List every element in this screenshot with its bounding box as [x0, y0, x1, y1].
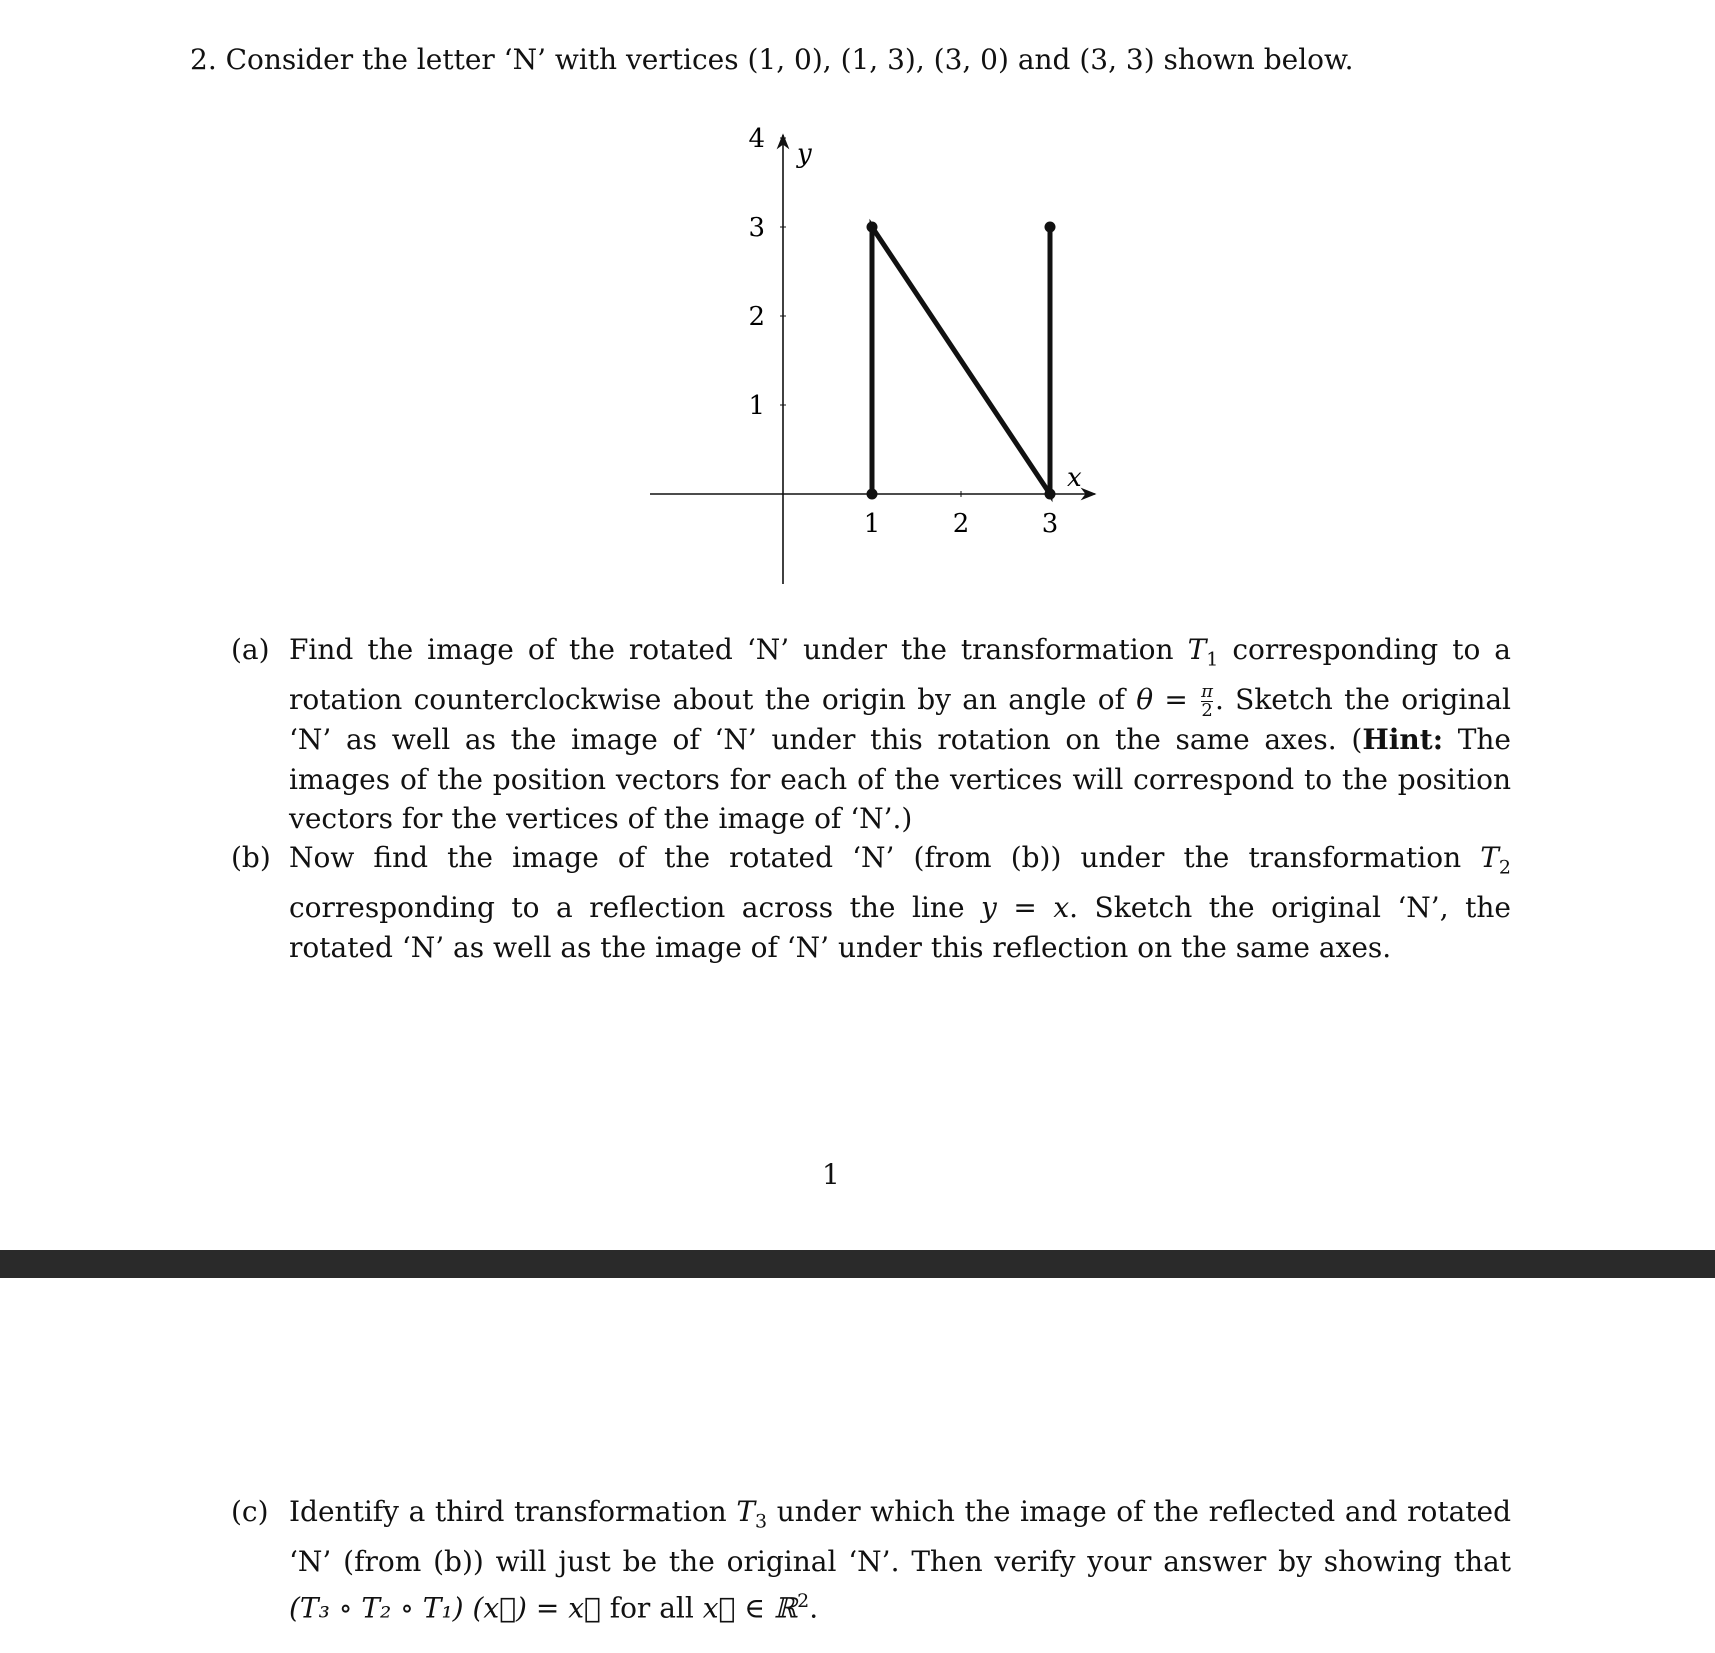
pi-over-2-fraction: $\frac{\pi}{2}$ [1201, 681, 1213, 722]
x-tick-label: 3 [1041, 509, 1059, 539]
x-axis-label: x [1067, 463, 1082, 493]
y-tick-label: 2 [748, 302, 765, 332]
line-equation: y = x [981, 891, 1070, 925]
part-a [231, 630, 1512, 839]
y-tick-label: 4 [748, 124, 765, 154]
vertex-dot [867, 489, 878, 500]
y-tick-label: 3 [748, 213, 765, 243]
n-plot [640, 120, 1120, 600]
part-b-text: Now find the image of the rotated ‘N’ (from (b)) under the transformation $T_2$ corresponding to a reflection across the line y = x. Sketch the original ‘N’, the rotated ‘N’ as well as the image of ‘N’ under this reflection on the same axes. [289, 841, 1511, 964]
part-b [231, 838, 1511, 967]
part-c-text: Identify a third transformation $T_3$ under which the image of the reflected and rotated ‘N’ (from (b)) will just be the original ‘N’. Then verify your answer by showing that (T₃ ∘ T₂ ∘ T₁) (x⃗) = x⃗ for all x⃗ ∈ ℝ$^2$. [289, 1495, 1512, 1624]
x-tick-label: 1 [863, 509, 881, 539]
hint-label: Hint: [1362, 723, 1444, 757]
part-a-label: (a) [231, 633, 270, 666]
axis-ticks [748, 124, 1058, 539]
x-tick-label: 2 [952, 509, 970, 539]
page-number: 1 [822, 1158, 840, 1191]
vertex-dot [1045, 222, 1056, 233]
part-b-label: (b) [231, 841, 271, 874]
part-a-text: Find the image of the rotated ‘N’ under the transformation $T_1$ corresponding to a rotation counterclockwise about the origin by an angle of θ = $\frac{\pi}{2}$ . Sketch the original ‘N’ as well as the image of ‘N’ under this rotation on the same axes. (Hint: The images of the position vectors for each of the vertices will correspond to the position vectors for the vertices of the image of ‘N’.) [289, 633, 1512, 836]
vertex-dot [1045, 489, 1056, 500]
problem-intro: 2. Consider the letter ‘N’ with vertices (1, 0), (1, 3), (3, 0) and (3, 3) shown below. [190, 43, 1354, 76]
letter-n-figure [640, 120, 1120, 604]
y-tick-label: 1 [748, 391, 765, 421]
page-separator [0, 1250, 1715, 1278]
y-axis-label: y [797, 139, 812, 169]
composition-equation: (T₃ ∘ T₂ ∘ T₁) (x⃗) = x⃗ [289, 1590, 601, 1624]
vertex-dot [867, 222, 878, 233]
part-c-label: (c) [231, 1495, 269, 1528]
part-c [231, 1492, 1512, 1627]
letter-n-polyline [872, 227, 1050, 494]
